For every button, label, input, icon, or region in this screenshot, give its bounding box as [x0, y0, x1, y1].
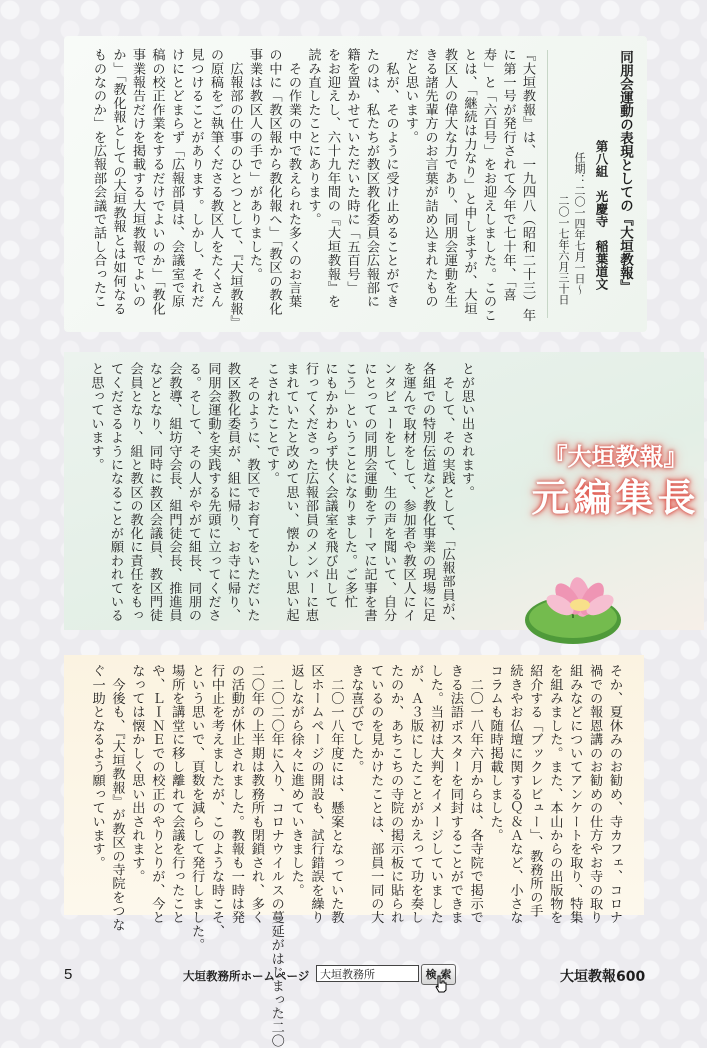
section1-line: 事業報告だけを掲載する大垣教報でよいの — [130, 48, 145, 309]
section1-line: 私が、そのように受け止めることができ — [383, 48, 399, 309]
section2-line: 行ってくださった広報部員のメンバーに恵 — [303, 362, 318, 623]
section1-line: きる諸先輩方のお言葉が詰め込まれたもの — [422, 48, 438, 309]
article-title: 同朋会運動の表現としての『大垣教報』 — [617, 50, 633, 293]
section3-line: 行中止を考えましたが、このような時こそ、 — [209, 664, 224, 938]
section1-line: 籍を置かせていただいた時に「五百号」 — [344, 48, 360, 295]
section1-line: その作業の中で教えられた多くのお言葉 — [286, 48, 301, 309]
section1-line: に第一号が発行されて今年で七十年、「喜 — [500, 48, 516, 302]
magazine-title: 大垣教報600 — [560, 969, 646, 985]
section3-line: 禍での報恩講のお勧めの仕方やお寺の取り — [587, 664, 603, 925]
section3-line: 二〇一八年度には、懸案となっていた教 — [328, 664, 344, 925]
term-start: 任期：二〇一四年七月一日〜 — [573, 152, 586, 295]
hand-cursor-icon — [434, 975, 448, 993]
section1-line: か」「教化報としての大垣教報とは如何なる — [110, 48, 126, 316]
section2-line: 会員となり、組と教区の教化に責任をもっ — [127, 362, 143, 623]
term-end: 二〇一七年六月三十日 — [557, 195, 570, 305]
section3-line: きな喜びでした。 — [348, 664, 364, 774]
section2-line: を運んで取材をして、参加者や教区人にイ — [400, 362, 416, 623]
section2-line: こう」ということになりました。ご多忙 — [342, 362, 357, 609]
section3-line: なっては懐かしく思い出されます。 — [129, 664, 145, 884]
section3-line: 二〇年の上半期は教務所も閉鎖され、多く — [248, 664, 264, 925]
section1-line: だと思います。 — [403, 48, 418, 144]
search-button[interactable]: 検 索 — [421, 964, 456, 985]
former-editor-title — [528, 440, 703, 522]
section2-line: そして、その実践として、「広報部員が、 — [439, 362, 455, 630]
section2-line: 同朋会運動を実践する先頭に立ってくださ — [205, 362, 221, 623]
section3-line: 組みなどについてアンケートを取り、特集 — [567, 664, 583, 925]
section1-line: 広報部の仕事のひとつとして、『大垣教報』 — [227, 48, 243, 330]
section1-line: 教区人の偉大な力であり、同朋会運動を生 — [442, 48, 457, 309]
section2-line: る。そして、その人がやがて組長、同朋の — [186, 362, 201, 623]
homepage-label: 大垣教務所ホームページ — [183, 969, 310, 983]
section1-line: 稿の校正作業をするだけでよいのか」「教化 — [149, 48, 165, 316]
section1-line: 事業は教区人の手で」がありました。 — [247, 48, 262, 281]
section3-line: コラムも随時掲載しました。 — [487, 664, 503, 843]
section2-line: てくださるようになることが願われている — [108, 362, 123, 623]
search-input[interactable]: 大垣教務所 — [316, 965, 419, 982]
section3-line: ぐ一助となるよう願っています。 — [89, 664, 105, 870]
section3-line: ているのを見かけたことは、部員一同の大 — [368, 664, 384, 925]
section1-line: 読み直したことにあります。 — [305, 48, 321, 227]
section2-line: ンタビューをして、生の声を聞いて、自分 — [381, 362, 396, 623]
section3-line: した。当初は大判をイメージしていました — [427, 664, 443, 925]
section1-line: とは、「継続は力なり」と申しますが、大垣 — [461, 48, 477, 316]
section2-line: そのように、教区でお育てをいただいた — [244, 362, 260, 623]
section3-line: 二〇一八年六月からは、各寺院で掲示で — [467, 664, 483, 925]
section2-line: と思っています。 — [88, 362, 104, 472]
section3-line: が、Ａ３版にしたことがかえって功を奏し — [408, 664, 423, 925]
section2-line: 各組での特別伝道など教化事業の現場に足 — [420, 362, 435, 623]
section3-line: 場所を講堂に移し離れて会議を行ったこと — [169, 664, 185, 925]
section1-line: 『大垣教報』は、一九四八（昭和二十三）年 — [520, 48, 535, 322]
section3-line: 紹介する「ブックレビュー」、教務所の手 — [527, 664, 543, 918]
former-editor-title-line1: 『大垣教報』 — [543, 442, 688, 471]
lotus-illustration — [518, 535, 638, 655]
author-name: 第八組 光慶寺 稲葉道文 — [594, 140, 609, 290]
section3-line: 区ホームページの開設も、試行錯誤を繰り — [308, 664, 324, 925]
section1-line: ものなのか」を広報部会議で話し合ったこ — [91, 48, 106, 309]
section3-line: 今後も、『大垣教報』が教区の寺院をつな — [109, 664, 125, 932]
section3-line: や、ＬＩＮＥでの校正のやりとりが、今と — [149, 664, 165, 925]
section2-line: まれていたと改めて思い、懐かしい思い起 — [283, 362, 299, 623]
section2-line: にとっての同朋会運動をテーマに記事を書 — [361, 362, 377, 623]
section1-line: をお迎えし、六十九年間の『大垣教報』を — [325, 48, 340, 309]
former-editor-title-line2: 元編集長 — [531, 475, 700, 520]
section2-line: 会教導、組坊守会長、組門徒会長、推進員 — [166, 362, 182, 623]
header-divider — [547, 50, 548, 318]
section3-line: という思いで、頁数を減らして発行しました。 — [189, 664, 205, 952]
section2-line: 教区教化委員が、組に帰り、お寺に帰り、 — [225, 362, 240, 623]
section3-line: 続きやお仏壇に関するＱ＆Ａなど、小さな — [507, 664, 523, 925]
section1-line: の中に「教区報から教化報へ」「教区の教化 — [266, 48, 282, 316]
section3-line: きる法語ポスターを同封することができま — [447, 664, 463, 925]
section3-line: 二〇二〇年に入り、コロナウイルスの蔓延がはじまった二〇 — [268, 664, 284, 1048]
section3-line: 返しながら徐々に進めていきました。 — [288, 664, 304, 897]
section3-line: たのか、あちこちの寺院の掲示板に貼られ — [388, 664, 404, 925]
section1-line: の原稿をご執筆くださる教区人をたくさん — [208, 48, 223, 309]
section3-line: の活動が休止されました。教報も一時は発 — [228, 664, 244, 925]
section2-line: とが思い出されます。 — [459, 362, 474, 499]
section2-line: にもかかわらず快く会議室を飛び出して — [322, 362, 338, 609]
page-footer — [0, 960, 707, 1000]
section3-line: そか、夏休みのお勧め、寺カフェ、コロナ — [607, 664, 622, 925]
section3-line: を組みました。また、本山からの出版物を — [547, 664, 563, 925]
section1-line: 寿」と「六百号」をお迎えしました。このこ — [481, 48, 496, 322]
page-number: 5 — [64, 966, 73, 983]
section1-line: 見つけることがあります。しかし、それだ — [188, 48, 204, 309]
section1-line: けにとどまらず「広報部員は、会議室で原 — [169, 48, 184, 309]
section2-line: こされたことです。 — [264, 362, 279, 486]
section1-line: たのは、私たちが教区教化委員会広報部に — [364, 48, 379, 309]
section2-line: などとなり、同時に教区会議員、教区門徒 — [147, 362, 162, 623]
